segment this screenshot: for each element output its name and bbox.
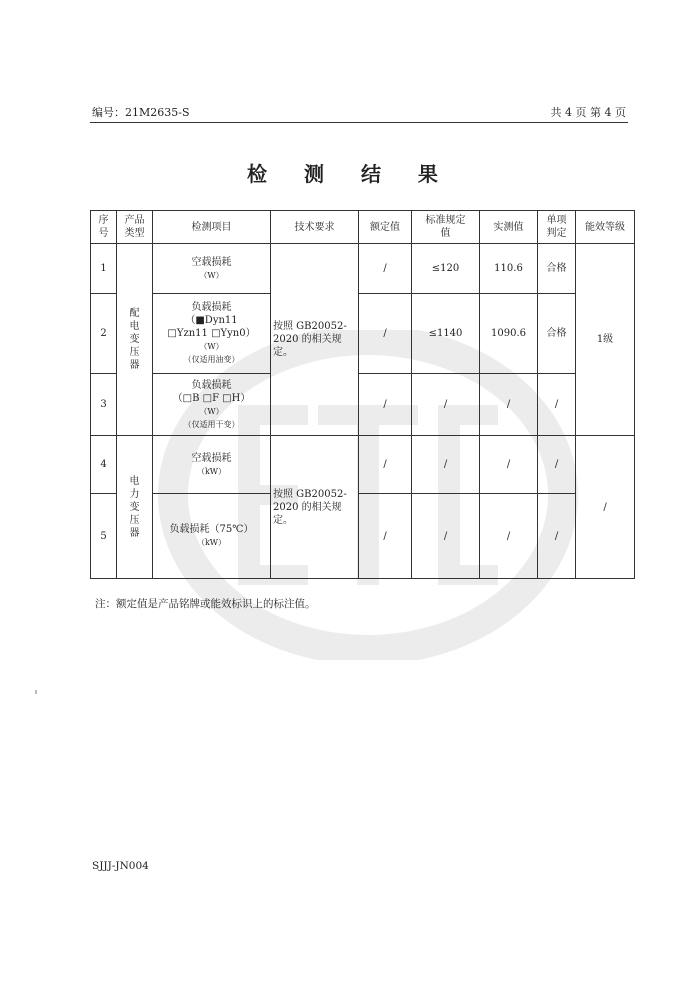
verdict-cell: / [538,494,576,579]
row-number: 2 [91,294,117,374]
header-standard-value: 标准规定值 [412,211,480,244]
header-test-item: 检测项目 [153,211,271,244]
header-seq: 序号 [91,211,117,244]
results-table [90,210,635,579]
table-header-row [91,211,635,244]
header-technical-requirement: 技术要求 [271,211,359,244]
rated-value-cell: / [359,436,412,494]
measured-value-cell: / [480,374,538,436]
verdict-cell: / [538,436,576,494]
table-note: 注：额定值是产品铭牌或能效标识上的标注值。 [95,598,316,610]
page-header [92,104,626,120]
form-code: SJJJ-JN004 [92,860,149,872]
table-row [91,374,635,436]
row-number: 3 [91,374,117,436]
verdict-cell: 合格 [538,294,576,374]
test-item-cell: 负载损耗 （□B □F □H） （W） （仅适用干变） [153,374,271,436]
verdict-cell: 合格 [538,244,576,294]
measured-value-cell: 110.6 [480,244,538,294]
rated-value-cell: / [359,374,412,436]
header-measured-value: 实测值 [480,211,538,244]
table-row [91,244,635,294]
standard-value-cell: ≤1140 [412,294,480,374]
header-product-type: 产品类型 [117,211,153,244]
test-item-cell: 空载损耗 （W） [153,244,271,294]
page-counter: 共 4 页 第 4 页 [550,106,626,119]
scan-mark [35,690,37,694]
efficiency-grade-cell: 1级 [576,244,635,436]
technical-requirement-cell: 按照 GB20052-2020 的相关规定。 [271,244,359,436]
measured-value-cell: / [480,436,538,494]
test-item-cell: 负载损耗 （■Dyn11 □Yzn11 □Yyn0） （W） （仅适用油变） [153,294,271,374]
test-item-cell: 负载损耗（75℃） （kW） [153,494,271,579]
standard-value-cell: / [412,494,480,579]
rated-value-cell: / [359,244,412,294]
row-number: 4 [91,436,117,494]
efficiency-grade-cell: / [576,436,635,579]
document-number: 编号：21M2635-S [92,106,190,119]
standard-value-cell: / [412,436,480,494]
table-row [91,294,635,374]
header-efficiency-grade: 能效等级 [576,211,635,244]
header-rated-value: 额定值 [359,211,412,244]
rated-value-cell: / [359,294,412,374]
rated-value-cell: / [359,494,412,579]
technical-requirement-cell: 按照 GB20052-2020 的相关规定。 [271,436,359,579]
test-item-cell: 空载损耗 （kW） [153,436,271,494]
product-type-cell: 配电变压器 [117,244,153,436]
measured-value-cell: / [480,494,538,579]
standard-value-cell: / [412,374,480,436]
measured-value-cell: 1090.6 [480,294,538,374]
table-row [91,494,635,579]
row-number: 1 [91,244,117,294]
product-type-cell: 电力变压器 [117,436,153,579]
page-title: 检 测 结 果 [247,162,453,186]
verdict-cell: / [538,374,576,436]
header-verdict: 单项判定 [538,211,576,244]
standard-value-cell: ≤120 [412,244,480,294]
table-row [91,436,635,494]
row-number: 5 [91,494,117,579]
header-divider [90,122,628,123]
